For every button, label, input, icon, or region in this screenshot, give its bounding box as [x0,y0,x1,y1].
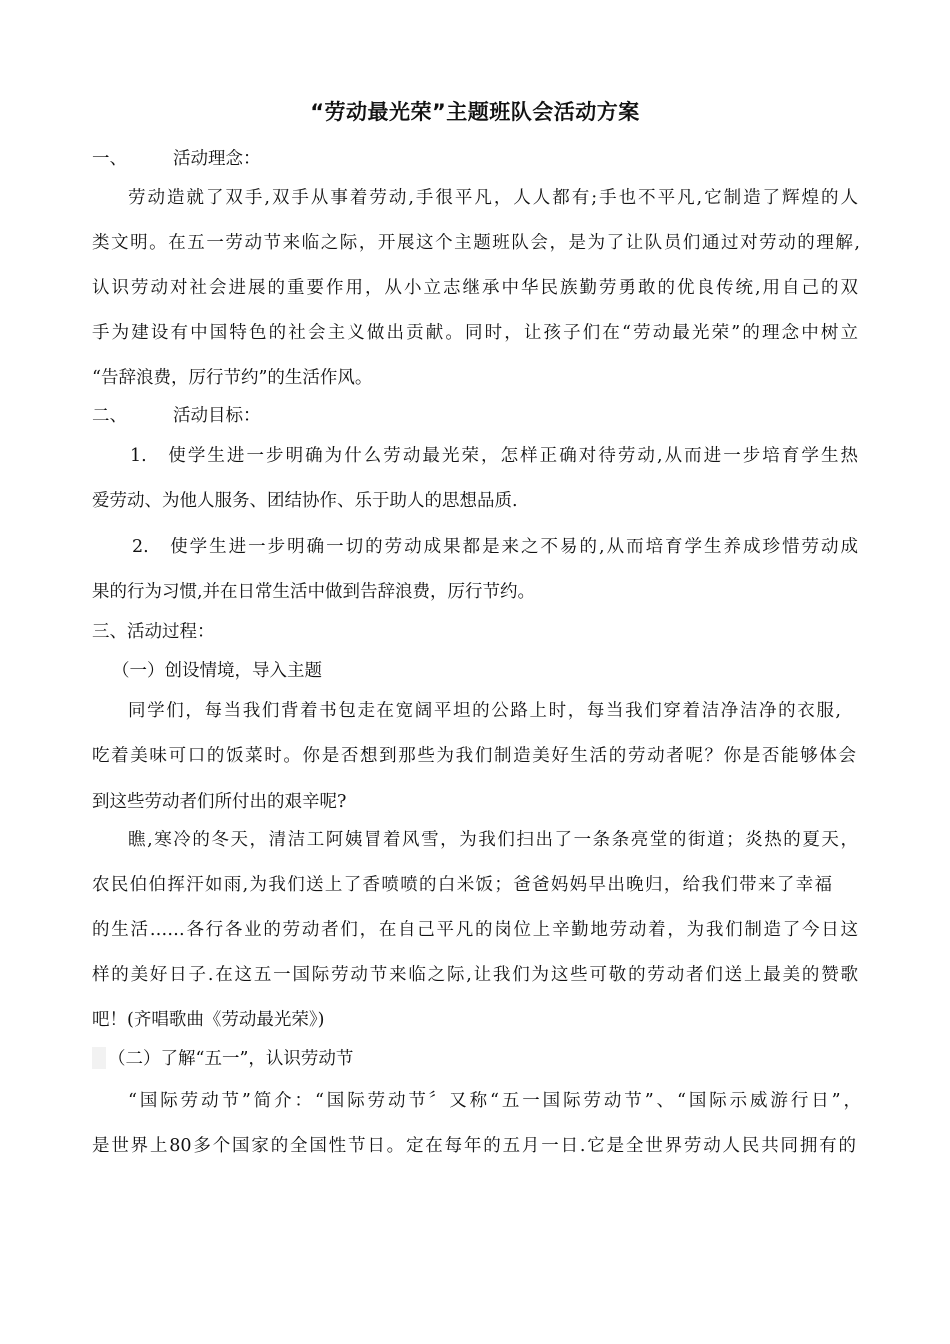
document-title: “劳动最光荣”主题班队会活动方案 [310,100,640,124]
subsection-heading-2: （二）了解“五一”，认识劳动节 [108,1049,354,1069]
paragraph-line: 样的美好日子.在这五一国际劳动节来临之际,让我们为这些可敬的劳动者们送上最美的赞歌 [92,965,858,985]
section-heading-2 [92,404,872,428]
section-number: 二、 [92,406,127,426]
paragraph-line: 的生活……各行各业的劳动者们，在自己平凡的岗位上辛勤地劳动着，为我们制造了今日这 [92,920,858,940]
paragraph-line: 手为建设有中国特色的社会主义做出贡献。同时，让孩子们在“劳动最光荣”的理念中树立 [92,323,858,343]
paragraph-line: 认识劳动对社会进展的重要作用，从小立志继承中华民族勤劳勇敢的优良传统,用自己的双 [92,278,858,298]
paragraph-line: 果的行为习惯,并在日常生活中做到告辞浪费，厉行节约。 [92,582,536,602]
paragraph-line: 类文明。在五一劳动节来临之际，开展这个主题班队会，是为了让队员们通过对劳动的理解, [92,233,860,253]
section-heading-1 [92,147,872,171]
section-title: 活动理念： [173,149,261,169]
paragraph-line: 瞧,寒冷的冬天，清洁工阿姨冒着风雪，为我们扫出了一条条亮堂的街道；炎热的夏天， [128,830,858,850]
goal-item-2: 2. 使学生进一步明确一切的劳动成果都是来之不易的,从而培育学生养成珍惜劳动成 [132,537,858,557]
paragraph-line: “国际劳动节”简介：“国际劳动节〞又称“五一国际劳动节”、“国际示威游行日”， [128,1091,861,1111]
paragraph-line: 农民伯伯挥汗如雨,为我们送上了香喷喷的白米饭；爸爸妈妈早出晚归，给我们带来了幸福 [92,875,832,895]
paragraph-line: 吧！(齐唱歌曲《劳动最光荣》) [92,1010,325,1030]
paragraph-line: 同学们，每当我们背着书包走在宽阔平坦的公路上时，每当我们穿着洁净洁净的衣服, [128,701,841,721]
section-heading-3: 三、活动过程： [92,622,215,642]
section-title: 活动目标： [173,406,261,426]
goal-item-1: 1. 使学生进一步明确为什么劳动最光荣，怎样正确对待劳动,从而进一步培育学生热 [130,446,858,466]
paragraph-line: 吃着美味可口的饭菜时。你是否想到那些为我们制造美好生活的劳动者呢？你是否能够体会 [92,746,856,766]
highlight-marker [92,1047,106,1069]
subsection-heading-1: （一）创设情境，导入主题 [112,661,322,681]
paragraph-line: 劳动造就了双手,双手从事着劳动,手很平凡，人人都有;手也不平凡,它制造了辉煌的人 [128,188,858,208]
paragraph-line: 爱劳动、为他人服务、团结协作、乐于助人的思想品质. [92,491,518,511]
paragraph-line: 是世界上80多个国家的全国性节日。定在每年的五月一日.它是全世界劳动人民共同拥有的 [92,1136,856,1156]
paragraph-line: “告辞浪费，厉行节约”的生活作风。 [92,368,373,388]
section-number: 一、 [92,149,127,169]
paragraph-line: 到这些劳动者们所付出的艰辛呢? [92,792,347,812]
